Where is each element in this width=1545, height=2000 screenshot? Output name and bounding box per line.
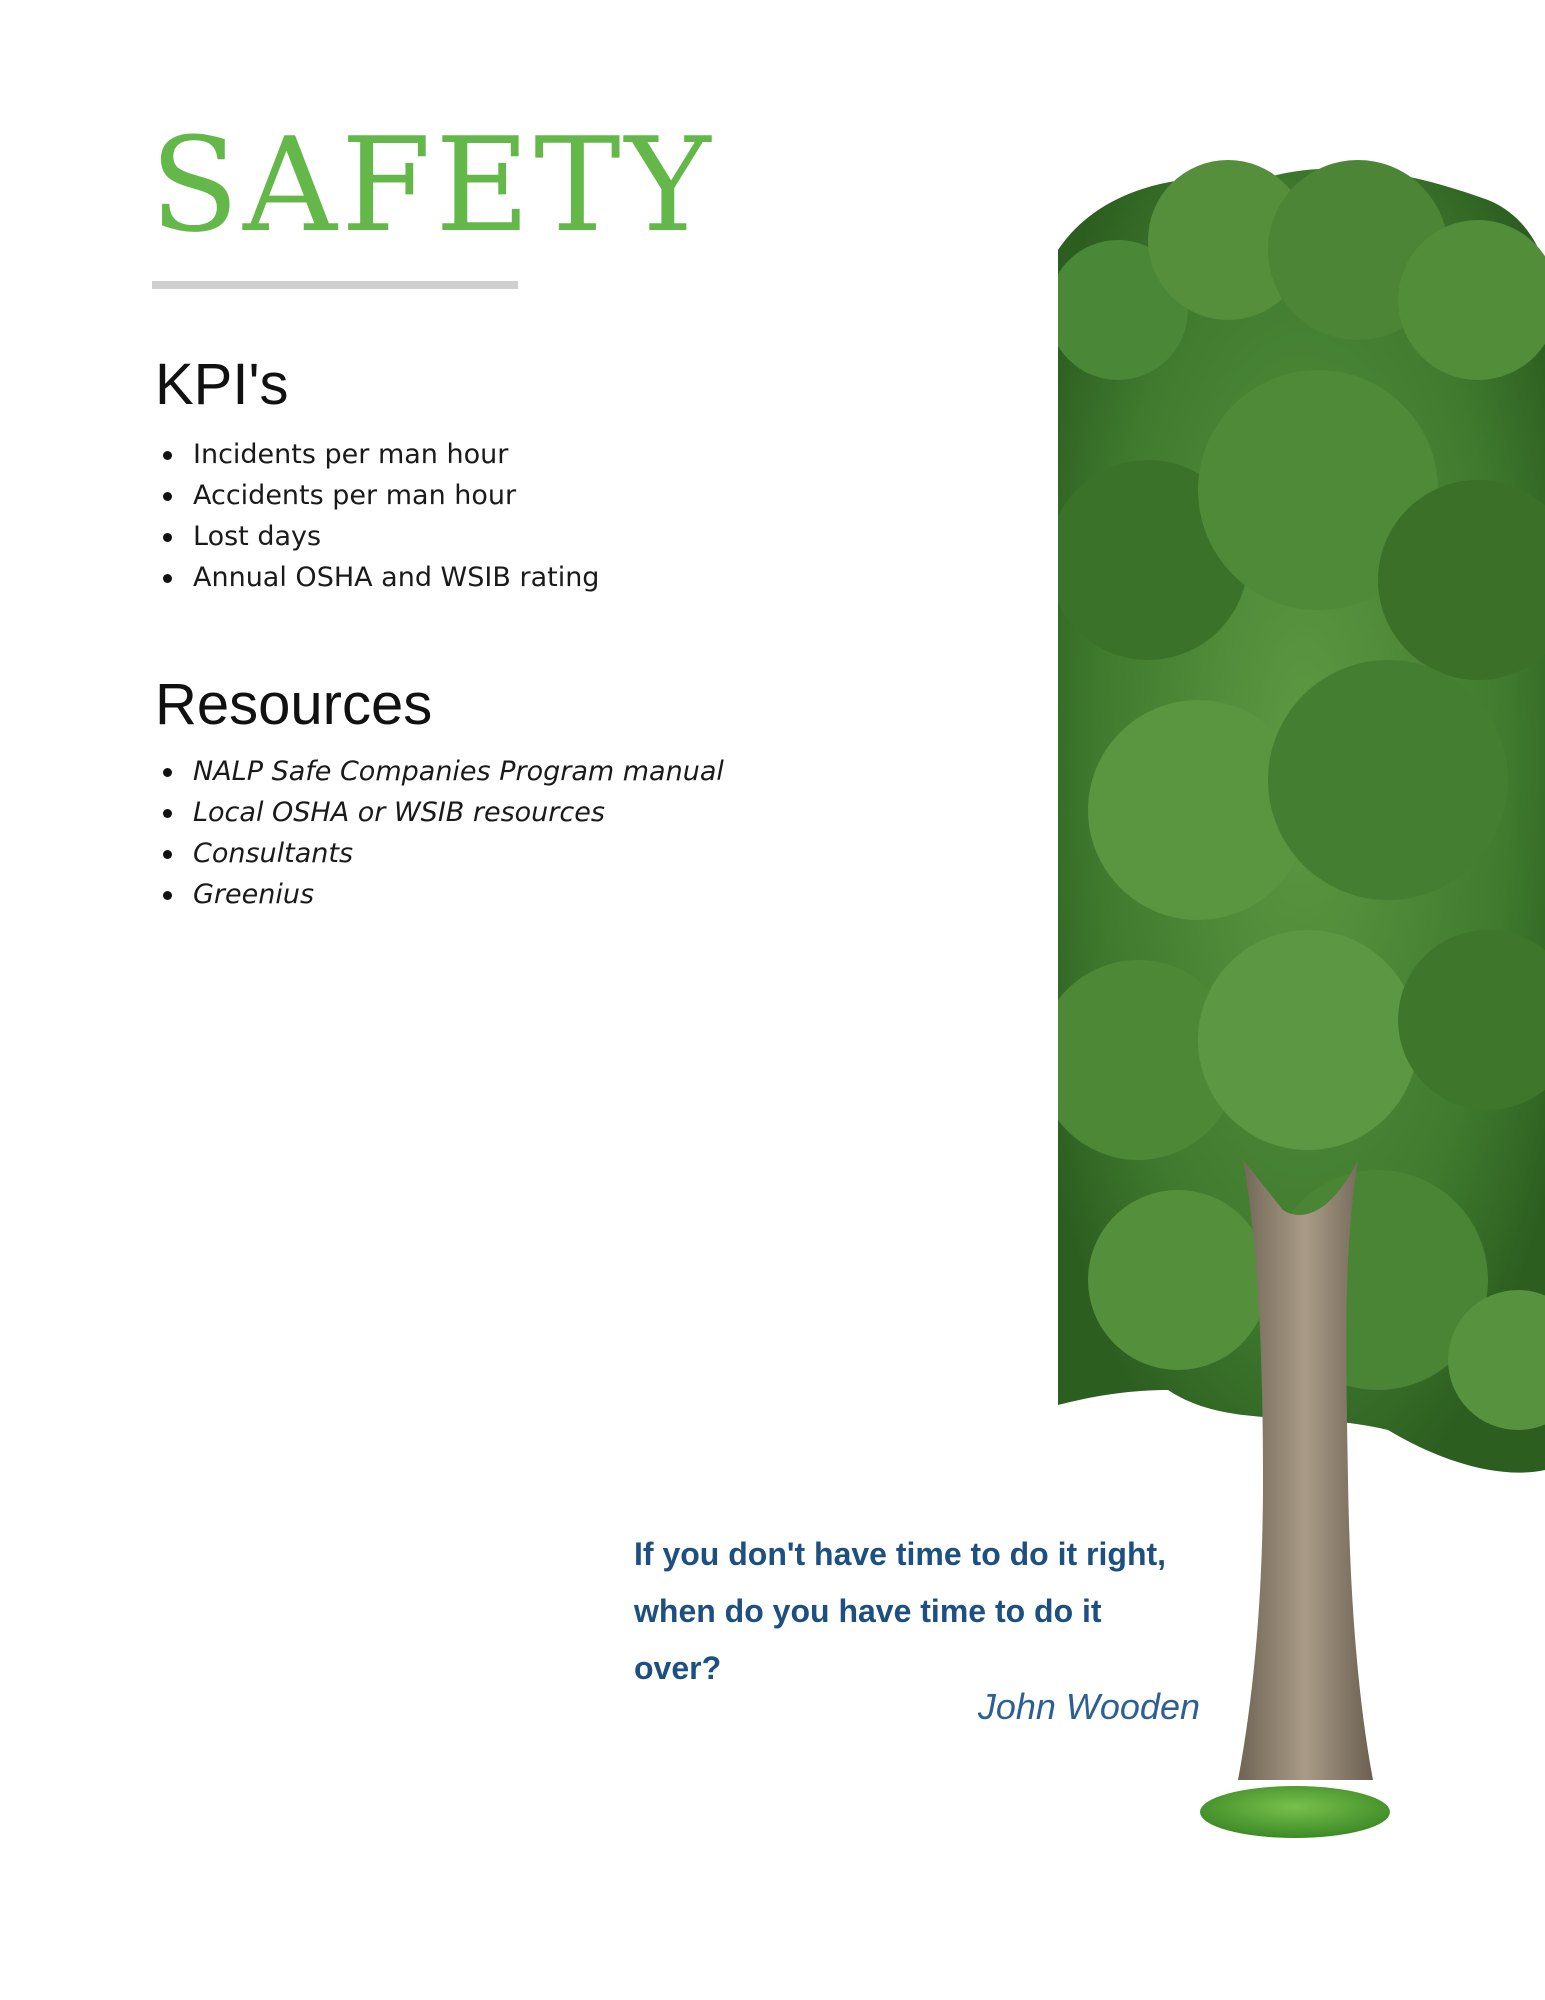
bullet-icon (163, 451, 172, 460)
page-title: SAFETY (150, 109, 715, 261)
list-item (155, 792, 724, 833)
list-item (155, 874, 724, 915)
bullet-icon (163, 768, 172, 777)
bullet-icon (163, 492, 172, 501)
list-item (155, 833, 724, 874)
quote-author: John Wooden (977, 1686, 1200, 1727)
kpi-item-label: Accidents per man hour (193, 480, 517, 511)
bullet-icon (163, 533, 172, 542)
kpi-item-label: Lost days (193, 521, 322, 552)
bullet-icon (163, 891, 172, 900)
quote-line: over? (634, 1650, 722, 1686)
list-item (155, 516, 599, 557)
bullet-icon (163, 574, 172, 583)
resources-heading: Resources (155, 672, 433, 737)
resource-item-label: Local OSHA or WSIB resources (193, 797, 605, 828)
list-item (155, 751, 724, 792)
kpis-list (155, 434, 599, 598)
quote-text (634, 1526, 1194, 1697)
grass-patch (1200, 1786, 1390, 1838)
list-item (155, 557, 599, 598)
list-item (155, 434, 599, 475)
kpi-item-label: Incidents per man hour (193, 439, 509, 470)
title-underline (152, 281, 518, 289)
quote-line: when do you have time to do it (634, 1593, 1102, 1629)
list-item (155, 475, 599, 516)
resource-item-label: Greenius (193, 879, 315, 910)
resources-list (155, 751, 724, 915)
kpis-heading: KPI's (155, 352, 289, 417)
quote-line: If you don't have time to do it right, (634, 1536, 1167, 1572)
bullet-icon (163, 850, 172, 859)
kpi-item-label: Annual OSHA and WSIB rating (193, 562, 600, 593)
resource-item-label: Consultants (193, 838, 354, 869)
resource-item-label: NALP Safe Companies Program manual (193, 756, 724, 787)
bullet-icon (163, 809, 172, 818)
